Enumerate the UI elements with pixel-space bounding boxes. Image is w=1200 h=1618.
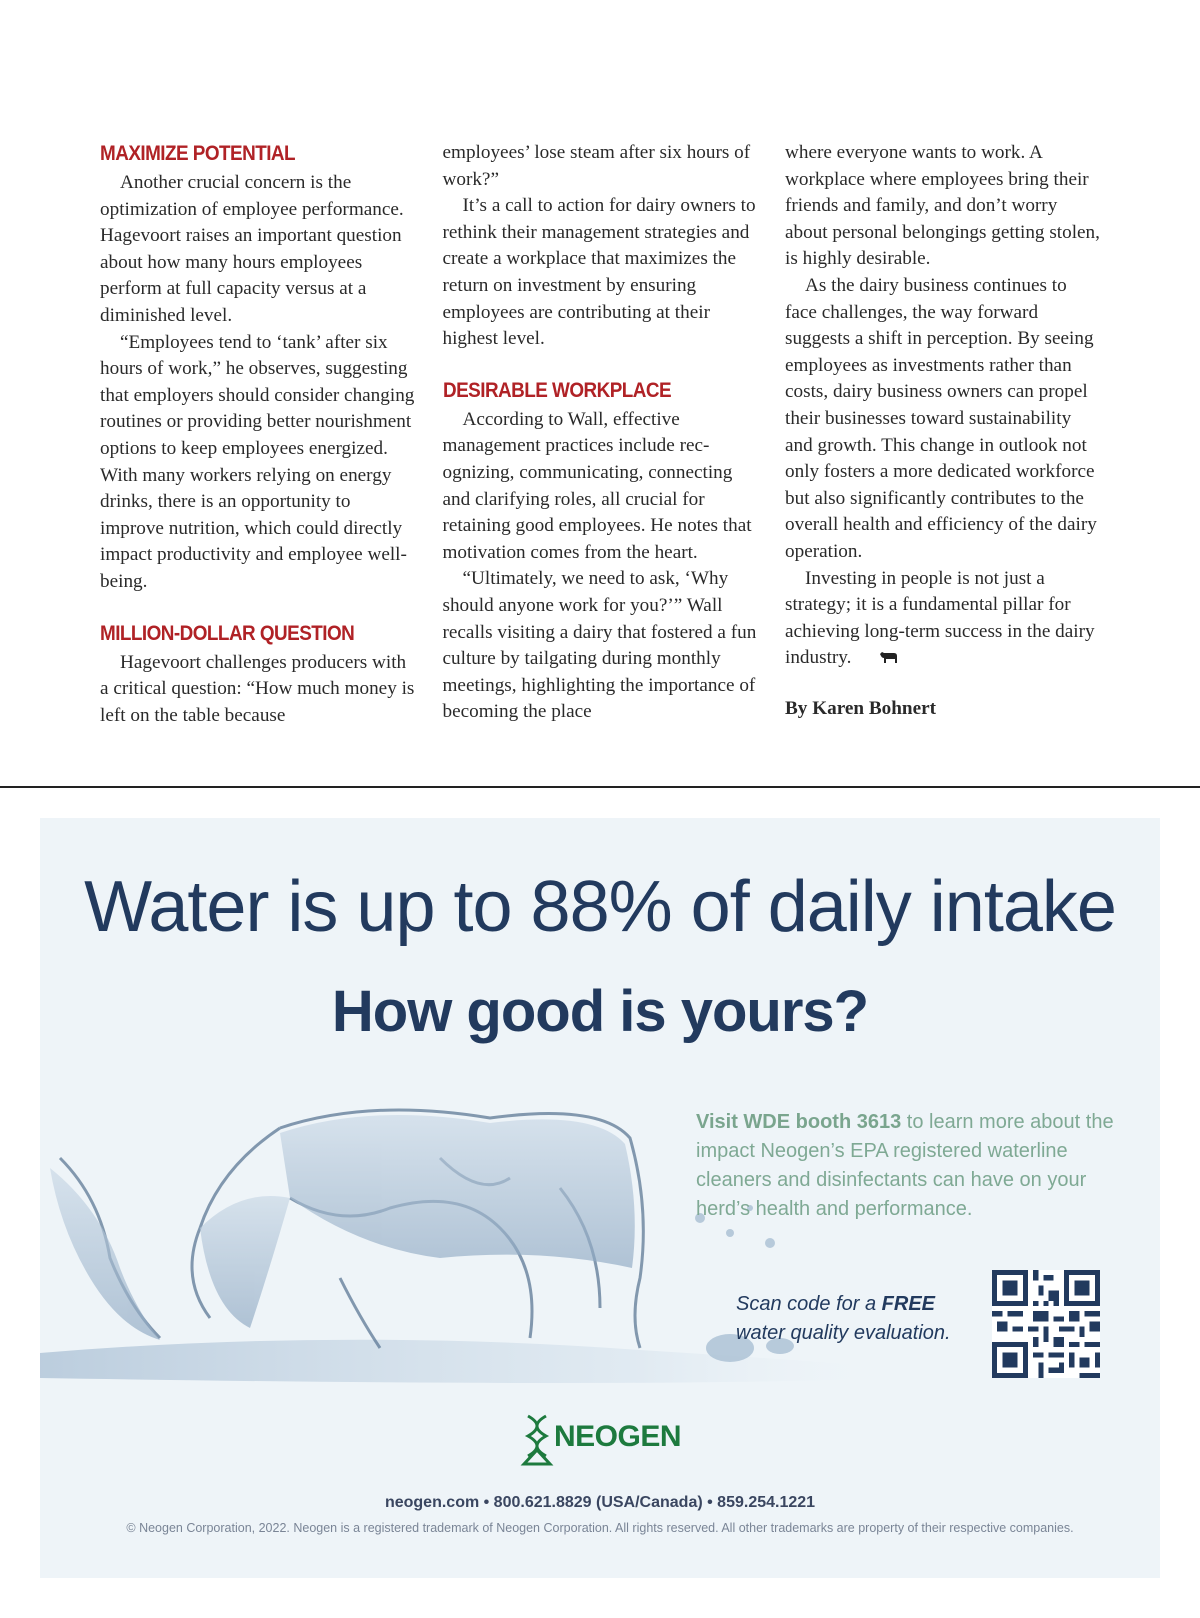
scan-line2: water quality evaluation. <box>736 1322 951 1344</box>
qr-code-icon[interactable] <box>992 1270 1100 1378</box>
ad-promo-text <box>696 1108 1116 1224</box>
article-column-3 <box>785 140 1100 755</box>
section-divider <box>0 786 1200 788</box>
scan-line1-a: Scan code for a <box>736 1293 882 1315</box>
paragraph: where everyone wants to work. A workplace where employees bring their friends and family, and don’t worry about personal belongings getting stolen, is highly desirable. <box>785 142 1100 270</box>
ad-promo-bold: Visit WDE booth 3613 <box>696 1111 902 1133</box>
neogen-logo-text: NEOGEN <box>554 1420 682 1453</box>
section-heading-desirable-workplace: DESIRABLE WORKPLACE <box>442 378 671 402</box>
section-heading-maximize-potential: MAXIMIZE POTENTIAL <box>100 142 296 165</box>
article-column-2 <box>443 140 758 755</box>
ad-scan-cta <box>736 1290 976 1348</box>
paragraph: As the dairy business continues to face challenges, the way forward suggests a shift in perception. By seeing employees as investments rather than costs, dairy business owners can propel their businesses toward sustainability and growth. This change in outlook not only fosters a more dedicated workforce but also significantly contributes to the overall health and efficiency of the dairy operation. <box>785 274 1097 562</box>
ad-headline: Water is up to 88% of daily intake <box>84 867 1116 947</box>
paragraph: “Ultimately, we need to ask, ‘Why should anyone work for you?’” Wall recalls visiting a dairy that fostered a fun culture by tailgating during monthly meetings, highlighting the importance of becoming the place <box>442 568 757 723</box>
ad-legal-notice: © Neogen Corporation, 2022. Neogen is a registered trademark of Neogen Corporation. All rights reserved. All other trademarks are property of their respective companies. <box>126 1521 1074 1535</box>
paragraph: employees’ lose steam after six hours of work?” <box>442 142 751 190</box>
article-columns <box>100 140 1100 755</box>
ad-promo-rest: to learn more about the impact Neogen’s EPA registered waterline cleaners and disinfectants can have on your herd’s health and performance. <box>696 1111 1114 1220</box>
paragraph: “Employees tend to ‘tank’ after six hours of work,” he observes, suggesting that employers should consider changing routines or providing better nourishment options to keep employees energized. With many workers relying on energy drinks, there is an opportunity to improve nutrition, which could directly impact productivity and employee well-being. <box>100 331 415 592</box>
neogen-logo-icon <box>520 1414 554 1466</box>
advertisement[interactable] <box>40 818 1160 1578</box>
article-column-1 <box>100 140 415 755</box>
paragraph-final-text: Investing in people is not just a strategy; it is a fundamental pillar for achieving long-term success in the dairy industry. <box>785 567 1095 669</box>
paragraph-final <box>785 566 1100 673</box>
ad-contact-line: neogen.com • 800.621.8829 (USA/Canada) • 859.254.1221 <box>384 1494 816 1511</box>
section-heading-million-dollar-question: MILLION-DOLLAR QUESTION <box>100 621 355 645</box>
paragraph: Another crucial concern is the optimization of employee performance. Hagevoort raises an important question about how many hours employees perform at full capacity versus at a diminished level. <box>100 172 404 326</box>
cow-icon <box>859 646 899 673</box>
neogen-logo[interactable] <box>520 1414 690 1466</box>
paragraph: Hagevoort challenges producers with a critical question: “How much money is left on the table because <box>100 651 415 726</box>
ad-subheadline: How good is yours? <box>331 979 869 1044</box>
paragraph: According to Wall, effective management practices include recognizing, communicating, connecting and clarifying roles, all crucial for retaining good employees. He notes that motivation comes from the heart. <box>442 408 752 563</box>
scan-free: FREE <box>881 1293 935 1315</box>
paragraph: It’s a call to action for dairy owners to rethink their management strategies and create a workplace that maximizes the return on investment by ensuring employees are contributing at their highest level. <box>442 195 756 350</box>
byline: By Karen Bohnert <box>785 698 937 720</box>
